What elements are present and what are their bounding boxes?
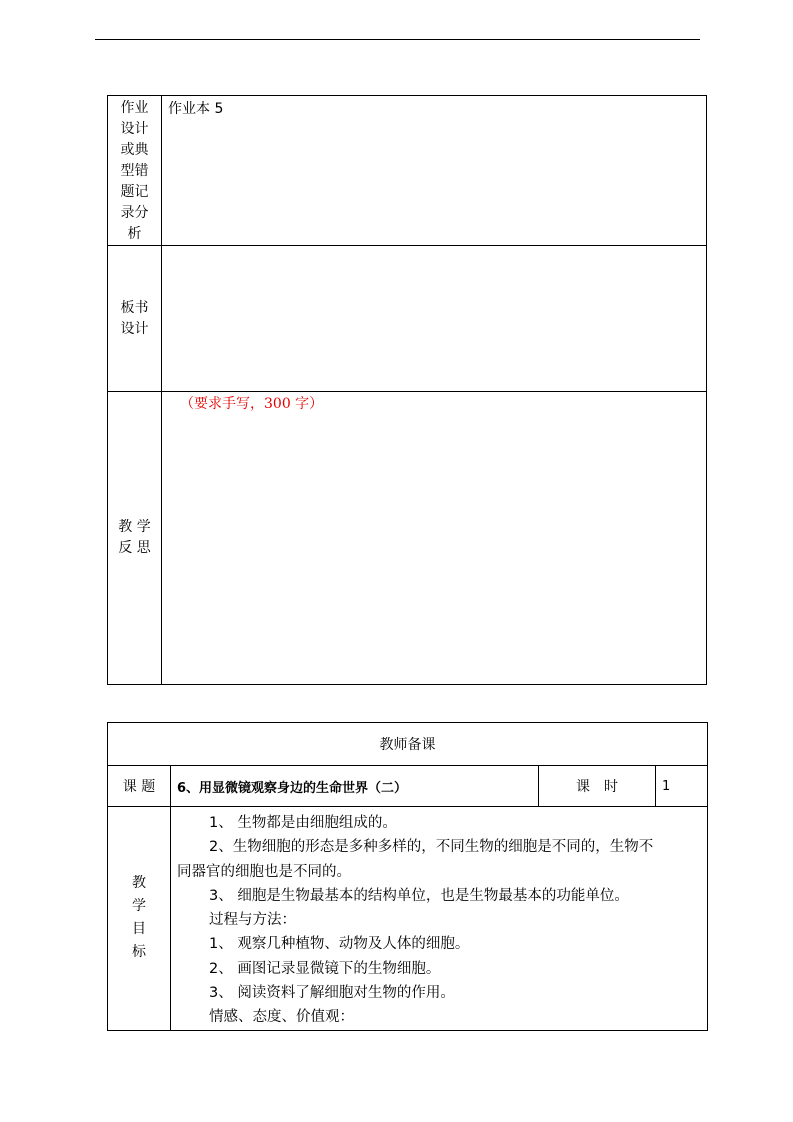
label-line: 反 思 — [118, 540, 151, 556]
goal-line: 同器官的细胞也是不同的。 — [177, 863, 351, 880]
header-rule — [95, 39, 700, 40]
board-content — [162, 246, 707, 392]
period-value: 1 — [656, 766, 708, 807]
goal-line: 2、生物细胞的形态是多种多样的，不同生物的细胞是不同的，生物不 — [209, 839, 654, 856]
handwrite-note: （要求手写，300 字） — [180, 396, 324, 412]
label-line: 或典 — [120, 142, 149, 158]
teacher-prep-table — [107, 722, 708, 1031]
goal-line: 过程与方法： — [209, 912, 296, 929]
board-label — [108, 246, 162, 392]
homework-content — [162, 96, 707, 246]
label-line: 板书 — [120, 299, 149, 316]
board-row — [108, 246, 707, 392]
goals-label — [108, 807, 171, 1031]
goals-row — [108, 807, 708, 1031]
goal-line: 2、 画图记录显微镜下的生物细胞。 — [209, 960, 441, 977]
label-line: 教 — [132, 875, 146, 892]
label-line: 教 学 — [118, 519, 151, 535]
homework-label — [108, 96, 162, 246]
label-line: 设计 — [120, 320, 149, 337]
label-line: 标 — [132, 944, 146, 961]
reflection-content — [162, 392, 707, 685]
label-line: 目 — [132, 921, 146, 938]
lesson-record-table — [107, 95, 707, 685]
goal-line: 3、 阅读资料了解细胞对生物的作用。 — [209, 985, 455, 1002]
topic-row — [108, 766, 708, 807]
homework-row — [108, 96, 707, 246]
reflection-row — [108, 392, 707, 685]
goal-line: 1、 观察几种植物、动物及人体的细胞。 — [209, 936, 470, 953]
homework-text: 作业本 5 — [168, 101, 224, 117]
goal-line: 情感、态度、价值观： — [209, 1009, 354, 1026]
reflection-label — [108, 392, 162, 685]
topic-value: 6、用显微镜观察身边的生命世界（二） — [171, 766, 539, 807]
prep-title: 教师备课 — [108, 723, 708, 766]
label-line: 学 — [132, 898, 146, 915]
label-line: 作业 — [120, 100, 149, 116]
goals-content — [171, 807, 708, 1031]
label-line: 题记 — [120, 184, 149, 200]
goal-line: 1、 生物都是由细胞组成的。 — [209, 815, 397, 831]
topic-label: 课 题 — [108, 766, 171, 807]
period-label: 课 时 — [539, 766, 656, 807]
prep-title-row — [108, 723, 708, 766]
label-line: 录分 — [120, 205, 149, 221]
label-line: 型错 — [120, 163, 149, 179]
label-line: 设计 — [120, 121, 149, 137]
label-line: 析 — [127, 226, 142, 242]
goal-line: 3、 细胞是生物最基本的结构单位，也是生物最基本的功能单位。 — [209, 887, 629, 904]
